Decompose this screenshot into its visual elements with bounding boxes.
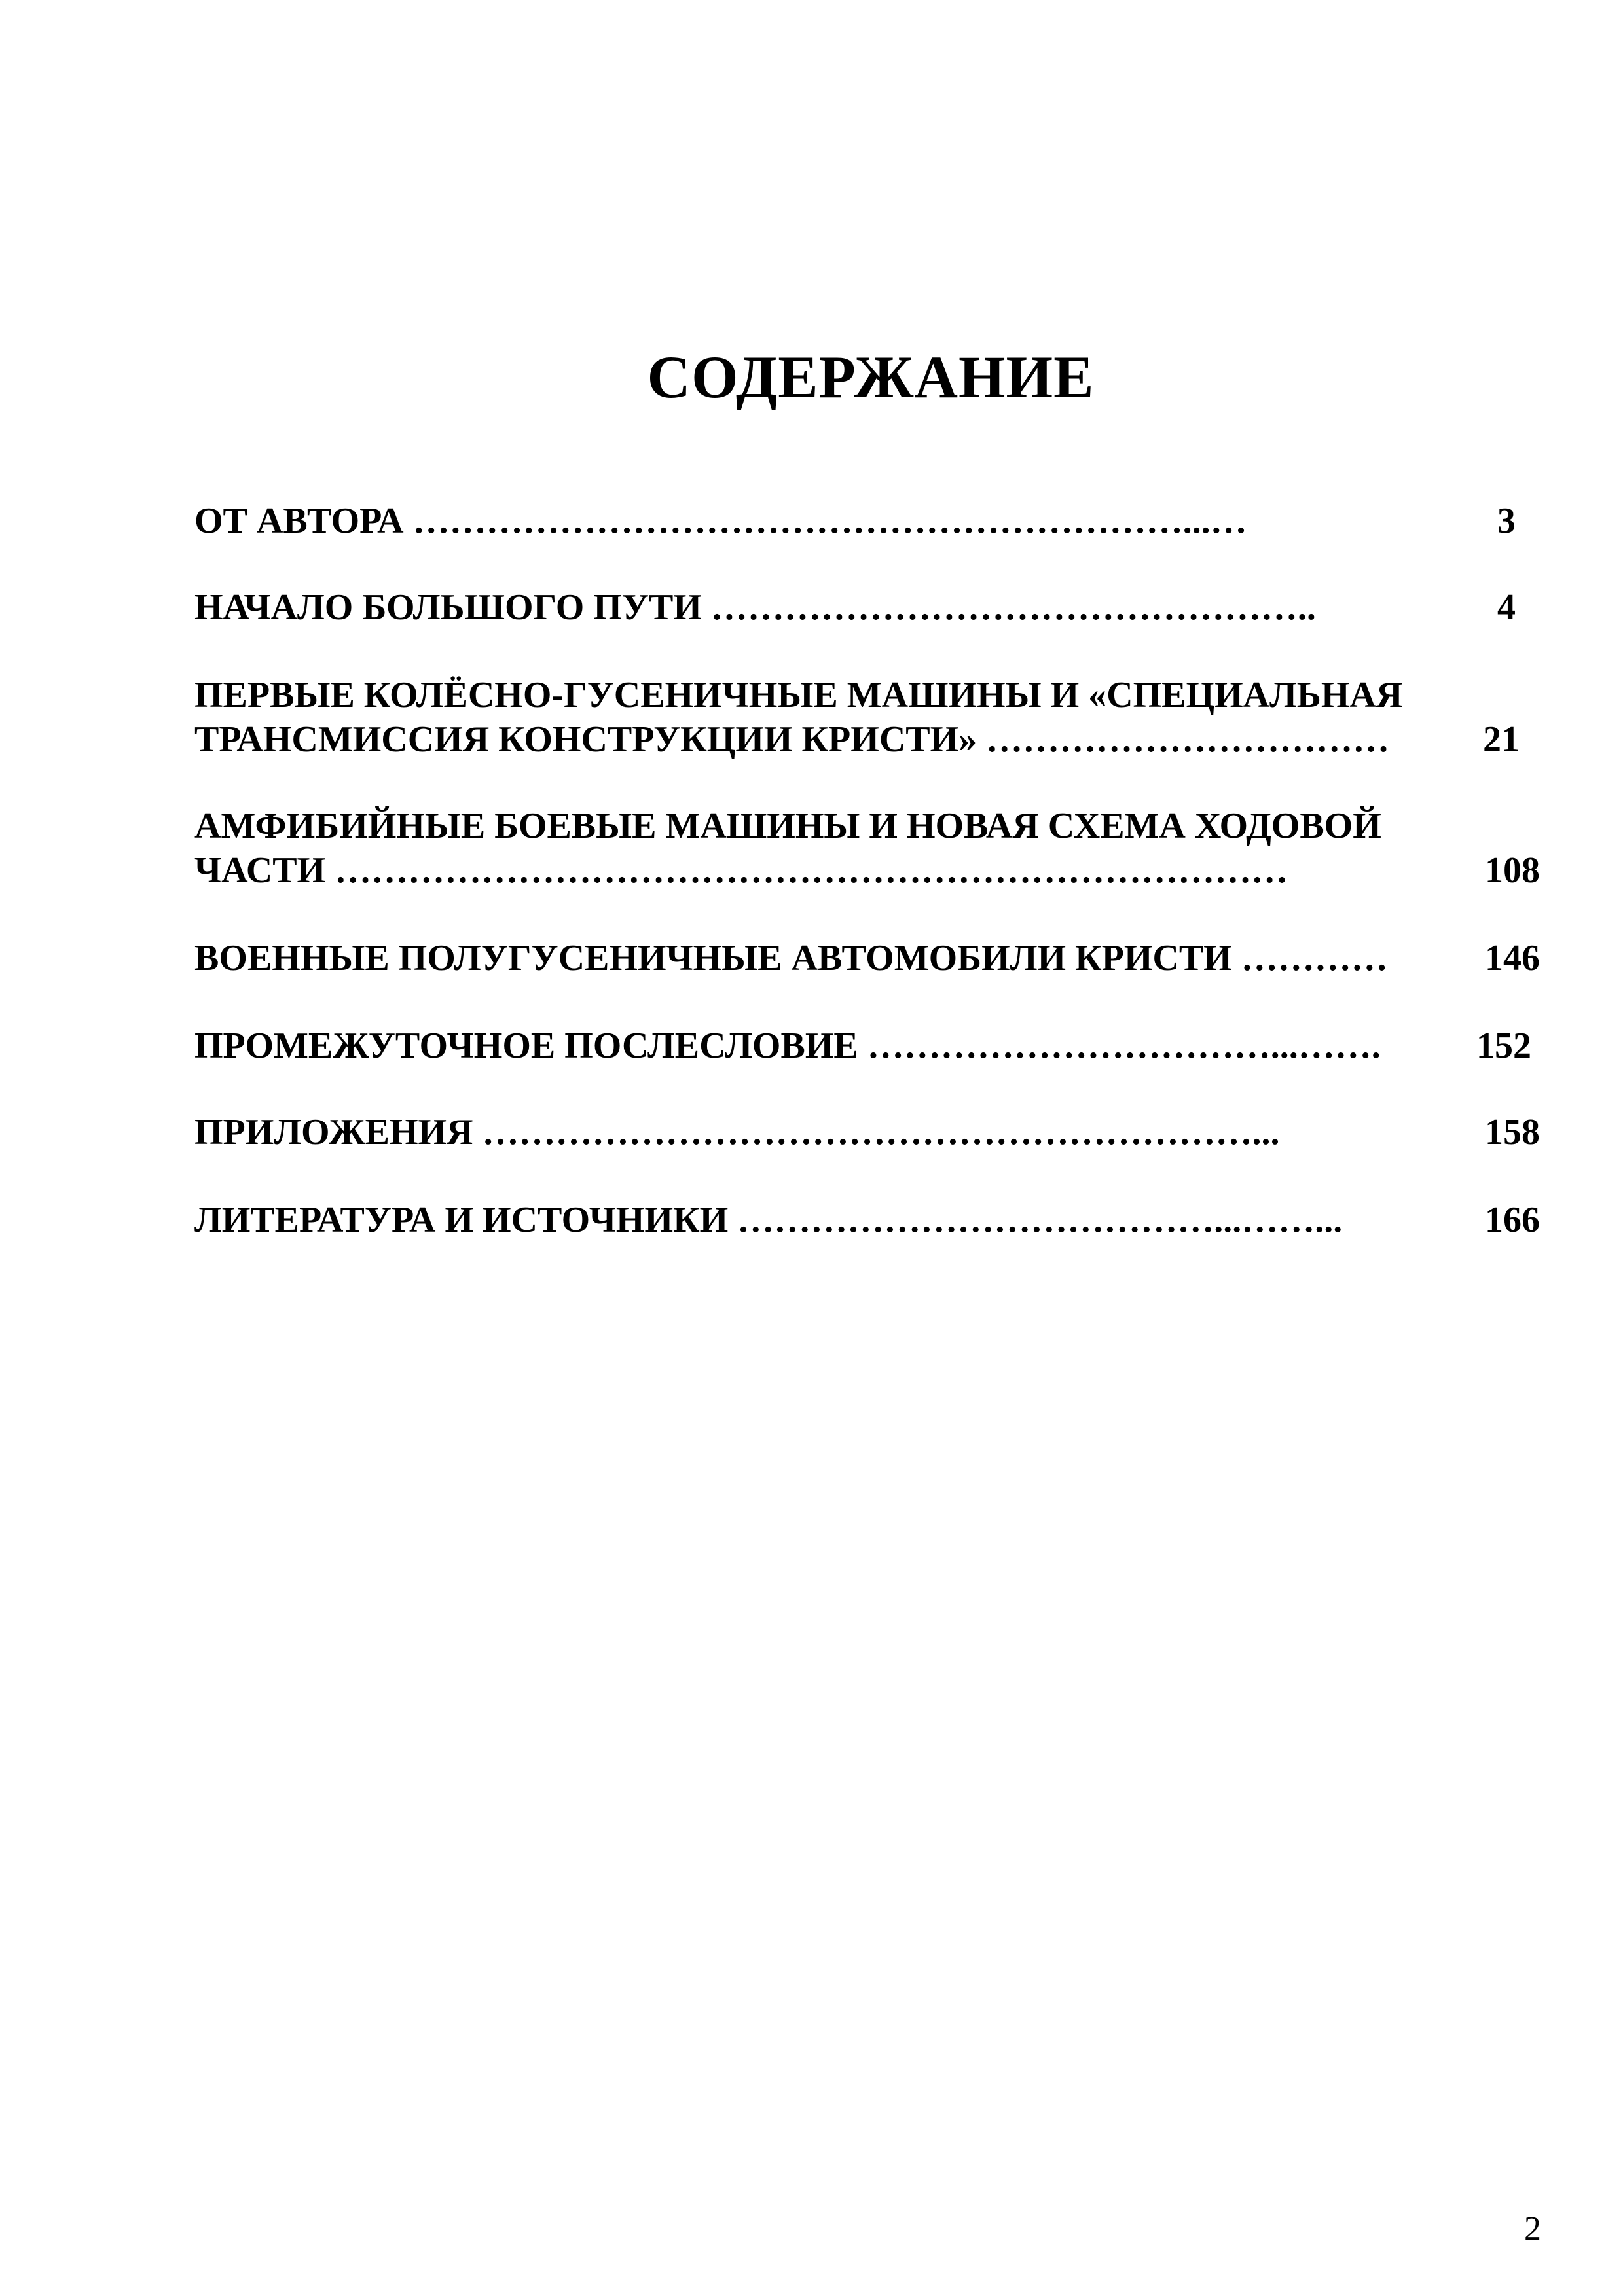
toc-entry-first-machines-line2: ТРАНСМИССИЯ КОНСТРУКЦИИ КРИСТИ» …………………………… [194,719,1390,760]
toc-page-number: 158 [1485,1112,1540,1153]
toc-page-number: 166 [1485,1200,1540,1240]
toc-entry-amphibious-line2: ЧАСТИ …………………………………………………………………… [194,850,1288,891]
toc-page-number: 146 [1485,938,1540,978]
toc-entry-halftracks: ВОЕННЫЕ ПОЛУГУСЕНИЧНЫЕ АВТОМОБИЛИ КРИСТИ ………… [194,938,1388,978]
toc-entry-literature: ЛИТЕРАТУРА И ИСТОЧНИКИ …………………………………...……... [194,1200,1343,1240]
toc-page-number: 4 [1497,587,1516,628]
page-title: СОДЕРЖАНИЕ [647,344,1095,410]
toc-entry-from-author: ОТ АВТОРА ………………………………………………………...… [194,501,1247,541]
toc-page-number: 3 [1497,501,1516,541]
toc-entry-amphibious-line1: АМФИБИЙНЫЕ БОЕВЫЕ МАШИНЫ И НОВАЯ СХЕМА ХОДОВОЙ [194,806,1381,846]
toc-page-number: 21 [1483,719,1520,760]
toc-page-number: 152 [1476,1026,1531,1066]
toc-page-number: 108 [1485,850,1540,891]
toc-entry-first-machines-line1: ПЕРВЫЕ КОЛЁСНО-ГУСЕНИЧНЫЕ МАШИНЫ И «СПЕЦИАЛЬНАЯ [194,675,1403,715]
toc-entry-afterword: ПРОМЕЖУТОЧНОЕ ПОСЛЕСЛОВИЕ ……………………………...……. [194,1026,1381,1066]
page-number: 2 [1524,2210,1541,2248]
toc-entry-appendices: ПРИЛОЖЕНИЯ ………………………………………………………... [194,1112,1280,1153]
toc-entry-beginning: НАЧАЛО БОЛЬШОГО ПУТИ ………………………………………….. [194,587,1316,628]
